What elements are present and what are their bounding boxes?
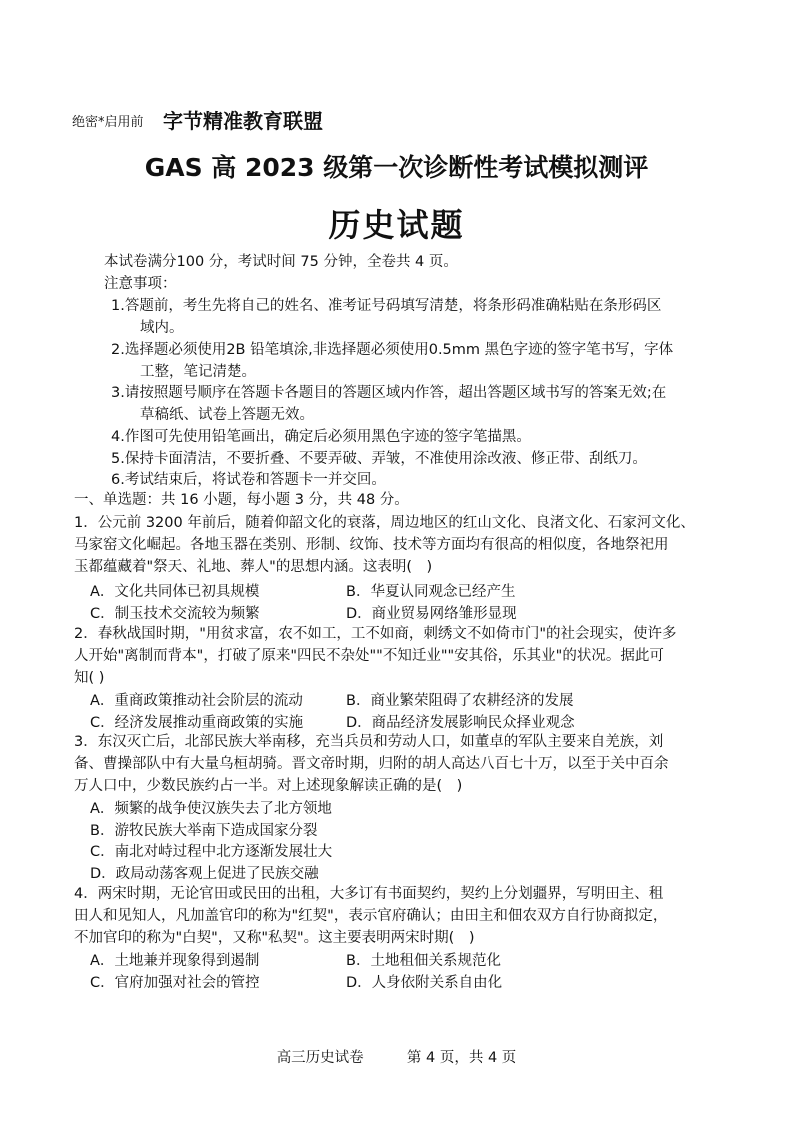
question-stem: 3．东汉灭亡后，北部民族大举南移，充当兵员和劳动人口，如董卓的军队主要来自羌族，刘 [74, 734, 664, 750]
option-b: B．华夏认同观念已经产生 [346, 584, 516, 600]
question-stem: 马家窑文化崛起。各地玉器在类别、形制、纹饰、技术等方面均有很高的相似度，各地祭祀用 [74, 537, 669, 553]
page-footer [0, 1046, 793, 1067]
footer-page-number: 第 4 页，共 4 页 [406, 1050, 517, 1066]
exam-title: GAS 高 2023 级第一次诊断性考试模拟测评 [144, 153, 649, 182]
question-stem: 4．两宋时期，无论官田或民田的出租，大多订有书面契约，契约上分划疆界，写明田主、租 [74, 886, 664, 902]
footer-subject: 高三历史试卷 [276, 1050, 364, 1066]
question-stem: 万人口中，少数民族约占一半。对上述现象解读正确的是( ) [74, 778, 463, 794]
exam-info: 本试卷满分100 分，考试时间 75 分钟，全卷共 4 页。 [104, 254, 458, 270]
option-d: D．商品经济发展影响民众择业观念 [346, 715, 575, 731]
note-item: 3.请按照题号顺序在答题卡各题目的答题区域内作答，超出答题区域书写的答案无效;在 [111, 385, 667, 401]
question-stem: 知( ) [74, 670, 105, 686]
option-b: B．土地租佃关系规范化 [346, 953, 501, 969]
question-stem: 田人和见知人，凡加盖官印的称为"红契"，表示官府确认；由田主和佃农双方自行协商拟定， [74, 908, 668, 924]
question-stem: 人开始"离制而背本"，打破了原来"四民不杂处""不知迁业""安其俗，乐其业"的状况。据此可 [74, 648, 664, 664]
section-title: 一、单选题：共 16 小题，每小题 3 分，共 48 分。 [74, 492, 409, 508]
question-stem: 玉都蕴藏着"祭天、礼地、葬人"的思想内涵。这表明( ) [74, 559, 433, 575]
note-item-cont: 工整，笔记清楚。 [140, 364, 256, 380]
note-item-cont: 草稿纸、试卷上答题无效。 [140, 407, 314, 423]
option-c: C．官府加强对社会的管控 [90, 975, 260, 991]
option-b: B．游牧民族大举南下造成国家分裂 [90, 823, 318, 839]
option-d: D．人身依附关系自由化 [346, 975, 503, 991]
option-a: A．文化共同体已初具规模 [90, 584, 260, 600]
option-c: C．南北对峙过程中北方逐渐发展壮大 [90, 844, 333, 860]
option-c: C．制玉技术交流较为频繁 [90, 606, 260, 622]
note-item: 4.作图可先使用铅笔画出，确定后必须用黑色字迹的签字笔描黑。 [111, 429, 531, 445]
question-stem: 1．公元前 3200 年前后，随着仰韶文化的衰落，周边地区的红山文化、良渚文化、石家河文化、 [74, 515, 695, 531]
option-d: D．政局动荡客观上促进了民族交融 [90, 866, 319, 882]
note-item-cont: 域内。 [140, 320, 184, 336]
note-item: 6.考试结束后，将试卷和答题卡一并交回。 [111, 472, 386, 488]
note-item: 5.保持卡面清洁，不要折叠、不要弄破、弄皱，不准使用涂改液、修正带、刮纸刀。 [111, 451, 647, 467]
note-item: 2.选择题必须使用2B 铅笔填涂,非选择题必须使用0.5mm 黑色字迹的签字笔书写，字体 [111, 342, 674, 358]
notes-title: 注意事项： [104, 276, 177, 292]
option-b: B．商业繁荣阻碍了农耕经济的发展 [346, 693, 574, 709]
question-stem: 不加官印的称为"白契"，又称"私契"。这主要表明两宋时期( ) [74, 930, 475, 946]
note-item: 1.答题前，考生先将自己的姓名、准考证号码填写清楚，将条形码准确粘贴在条形码区 [111, 298, 662, 314]
option-c: C．经济发展推动重商政策的实施 [90, 715, 304, 731]
question-stem: 2．春秋战国时期，"用贫求富，农不如工，工不如商，刺绣文不如倚市门"的社会现实，使许多 [74, 626, 677, 642]
question-stem: 备、曹操部队中有大量乌桓胡骑。晋文帝时期，归附的胡人高达八百七十万，以至于关中百余 [74, 756, 669, 772]
alliance-name: 字节精准教育联盟 [163, 109, 323, 133]
subject-title: 历史试题 [328, 206, 465, 244]
option-d: D．商业贸易网络雏形显现 [346, 606, 517, 622]
option-a: A．土地兼并现象得到遏制 [90, 953, 260, 969]
option-a: A．重商政策推动社会阶层的流动 [90, 693, 303, 709]
option-a: A．频繁的战争使汉族失去了北方领地 [90, 801, 332, 817]
secret-mark: 绝密*启用前 [72, 115, 144, 130]
